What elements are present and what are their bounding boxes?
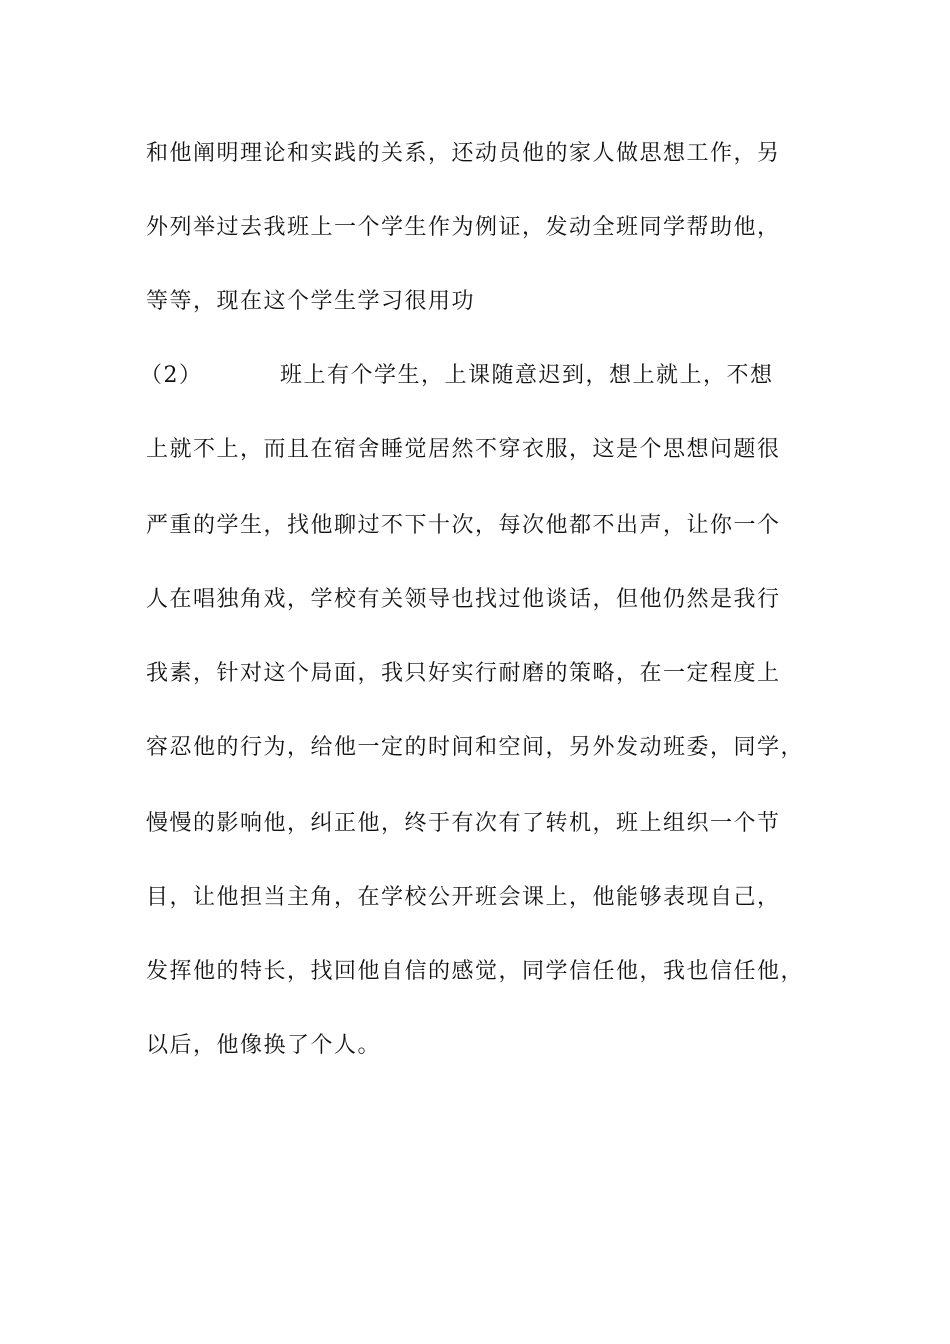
numbered-paragraph-first-line bbox=[140, 362, 774, 390]
text-line: 以后，他像换了个人。 bbox=[146, 1033, 382, 1058]
text-line: 等等，现在这个学生学习很用功 bbox=[146, 289, 476, 314]
text-line: 上就不上，而且在宿舍睡觉居然不穿衣服，这是个思想问题很 bbox=[146, 437, 781, 462]
paragraph-number: （2） bbox=[140, 363, 203, 388]
text-line: 慢慢的影响他，纠正他，终于有次有了转机，班上组织一个节 bbox=[146, 811, 781, 836]
text-line: 外列举过去我班上一个学生作为例证，发动全班同学帮助他， bbox=[146, 215, 781, 240]
text-line: 目，让他担当主角，在学校公开班会课上，他能够表现自己， bbox=[146, 885, 781, 910]
text-line: 发挥他的特长，找回他自信的感觉，同学信任他，我也信任他， bbox=[146, 959, 805, 984]
text-line: 和他阐明理论和实践的关系，还动员他的家人做思想工作，另 bbox=[146, 141, 781, 166]
text-line: 班上有个学生，上课随意迟到，想上就上，不想 bbox=[280, 363, 774, 388]
text-line: 容忍他的行为，给他一定的时间和空间，另外发动班委，同学， bbox=[146, 735, 805, 760]
text-line: 我素，针对这个局面，我只好实行耐磨的策略，在一定程度上 bbox=[146, 661, 781, 686]
text-line: 严重的学生，找他聊过不下十次，每次他都不出声，让你一个 bbox=[146, 513, 781, 538]
text-line: 人在唱独角戏，学校有关领导也找过他谈话，但他仍然是我行 bbox=[146, 587, 781, 612]
